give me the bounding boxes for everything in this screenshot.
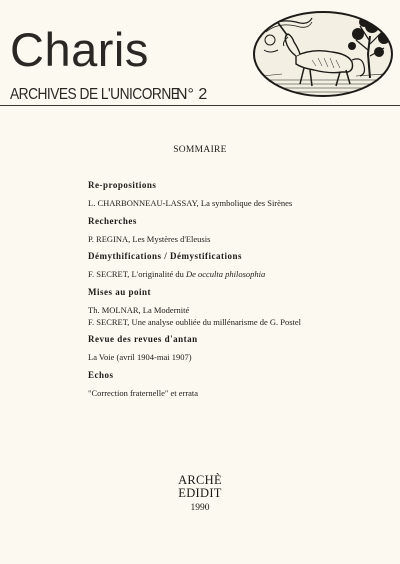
contents-heading: SOMMAIRE bbox=[173, 145, 227, 155]
header-rule bbox=[0, 105, 400, 106]
toc-entry: Th. MOLNAR, La Modernité bbox=[88, 304, 190, 315]
unicorn-emblem-icon bbox=[252, 10, 394, 98]
section-heading: Re-propositions bbox=[88, 180, 157, 190]
toc-section-repropositions bbox=[88, 180, 388, 209]
toc-section-demythifications bbox=[88, 251, 388, 280]
toc-section-echos bbox=[88, 370, 388, 399]
toc-entry-text: F. SECRET, L'originalité du bbox=[88, 269, 186, 279]
table-of-contents bbox=[88, 180, 388, 405]
publisher-edidit: EDIDIT bbox=[178, 486, 222, 500]
section-heading: Démythifications / Démystifications bbox=[88, 251, 242, 261]
toc-entry bbox=[88, 268, 388, 280]
publication-year: 1990 bbox=[190, 503, 210, 513]
toc-section-mises-au-point bbox=[88, 287, 388, 328]
publisher-name: ARCHÈ bbox=[178, 473, 222, 487]
toc-entry: F. SECRET, Une analyse oubliée du millénarisme de G. Postel bbox=[88, 316, 302, 327]
toc-section-revue-des-revues bbox=[88, 334, 388, 363]
section-heading: Mises au point bbox=[88, 286, 152, 297]
issue-number: N° 2 bbox=[176, 86, 208, 103]
section-heading: Echos bbox=[88, 369, 114, 380]
section-heading: Recherches bbox=[88, 215, 137, 226]
toc-section-recherches bbox=[88, 216, 388, 245]
toc-entry: La Voie (avril 1904-mai 1907) bbox=[88, 352, 192, 362]
section-heading: Revue des revues d'antan bbox=[88, 334, 198, 344]
toc-entry-title-italic: De occulta philosophia bbox=[185, 269, 266, 279]
toc-entry: P. REGINA, Les Mystères d'Eleusis bbox=[88, 233, 211, 244]
journal-subtitle: ARCHIVES DE L'UNICORNE bbox=[10, 86, 180, 103]
publisher-imprint bbox=[0, 474, 400, 500]
journal-title: Charis bbox=[10, 23, 149, 76]
toc-entry: "Correction fraternelle" et errata bbox=[88, 387, 199, 398]
toc-entry: L. CHARBONNEAU-LASSAY, La symbolique des Sirènes bbox=[88, 198, 293, 208]
